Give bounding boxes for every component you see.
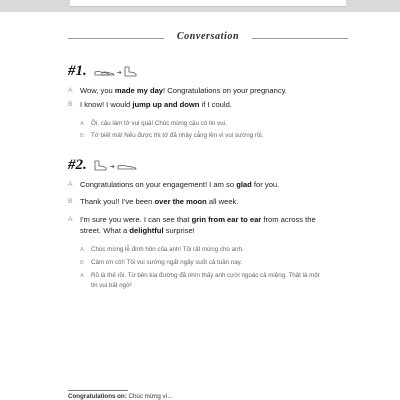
title-rule-right	[252, 38, 348, 39]
footnote-meaning: Chúc mừng vì...	[126, 393, 173, 400]
key-phrase: over the moon	[154, 197, 207, 206]
key-phrase: grin from ear to ear	[191, 215, 262, 224]
key-phrase: jump up and down	[132, 100, 200, 109]
top-strip-box	[70, 0, 346, 7]
speaker-label: A	[68, 87, 73, 94]
dialog-2-number: #2.	[68, 157, 87, 174]
key-phrase: delightful	[129, 226, 164, 235]
dialog-1-translation-1: A Ôi, cậu làm tớ vui quá! Chúc mừng cậu có tin vui.	[80, 120, 227, 127]
speaker-label: B	[68, 101, 73, 108]
dialog-1-line-1: A Wow, you made my day! Congratulations on your pregnancy.	[68, 86, 287, 95]
dialog-2-line-3: A I'm sure you were. I can see that grin from ear to ear from across the street. What a delightful surprise!	[68, 215, 316, 235]
section-title-label: Conversation	[176, 31, 240, 42]
boot-icon	[125, 67, 136, 76]
shoes-icon	[94, 66, 138, 78]
dialog-2-translation-1: A Chúc mừng lễ đính hôn của anh! Tôi rất mừng cho anh.	[80, 246, 244, 253]
arrow-icon	[117, 71, 121, 74]
dialog-2-translation-3: A Rõ là thế rồi. Từ bên kia đường đã nhìn thấy anh cười ngoác cả miệng. Thật là một tin vui bất ngờ!	[80, 272, 320, 289]
shoes-icon	[94, 160, 138, 172]
top-strip	[0, 0, 400, 12]
speaker-label: A	[68, 181, 73, 188]
dialog-1-heading	[68, 63, 138, 81]
dialog-2-translation-2: B Cảm ơn cô!! Tôi vui sướng ngất ngây suốt cả tuần nay.	[80, 259, 242, 266]
speaker-label: B	[68, 198, 73, 205]
dialog-2-line-1: A Congratulations on your engagement! I am so glad for you.	[68, 180, 280, 189]
boot-icon	[95, 161, 106, 170]
speaker-label: A	[68, 216, 73, 223]
dialog-1-line-2: B I know! I would jump up and down if I could.	[68, 100, 232, 109]
footnote-rule	[68, 390, 128, 391]
dialog-2-heading	[68, 157, 138, 175]
dialog-1-number: #1.	[68, 63, 87, 80]
dialog-2-line-2: B Thank you!! I've been over the moon all week.	[68, 197, 239, 206]
arrow-icon	[110, 165, 114, 168]
footnote	[68, 393, 173, 400]
dialog-1-translation-2: B Tớ biết mà! Nếu được thì tớ đã nhảy cẫng lên vì vui sướng rồi.	[80, 132, 264, 139]
footnote-term: Congratulations on:	[68, 393, 127, 400]
key-phrase: glad	[236, 180, 252, 189]
section-title	[68, 30, 348, 46]
key-phrase: made my day	[114, 86, 164, 95]
